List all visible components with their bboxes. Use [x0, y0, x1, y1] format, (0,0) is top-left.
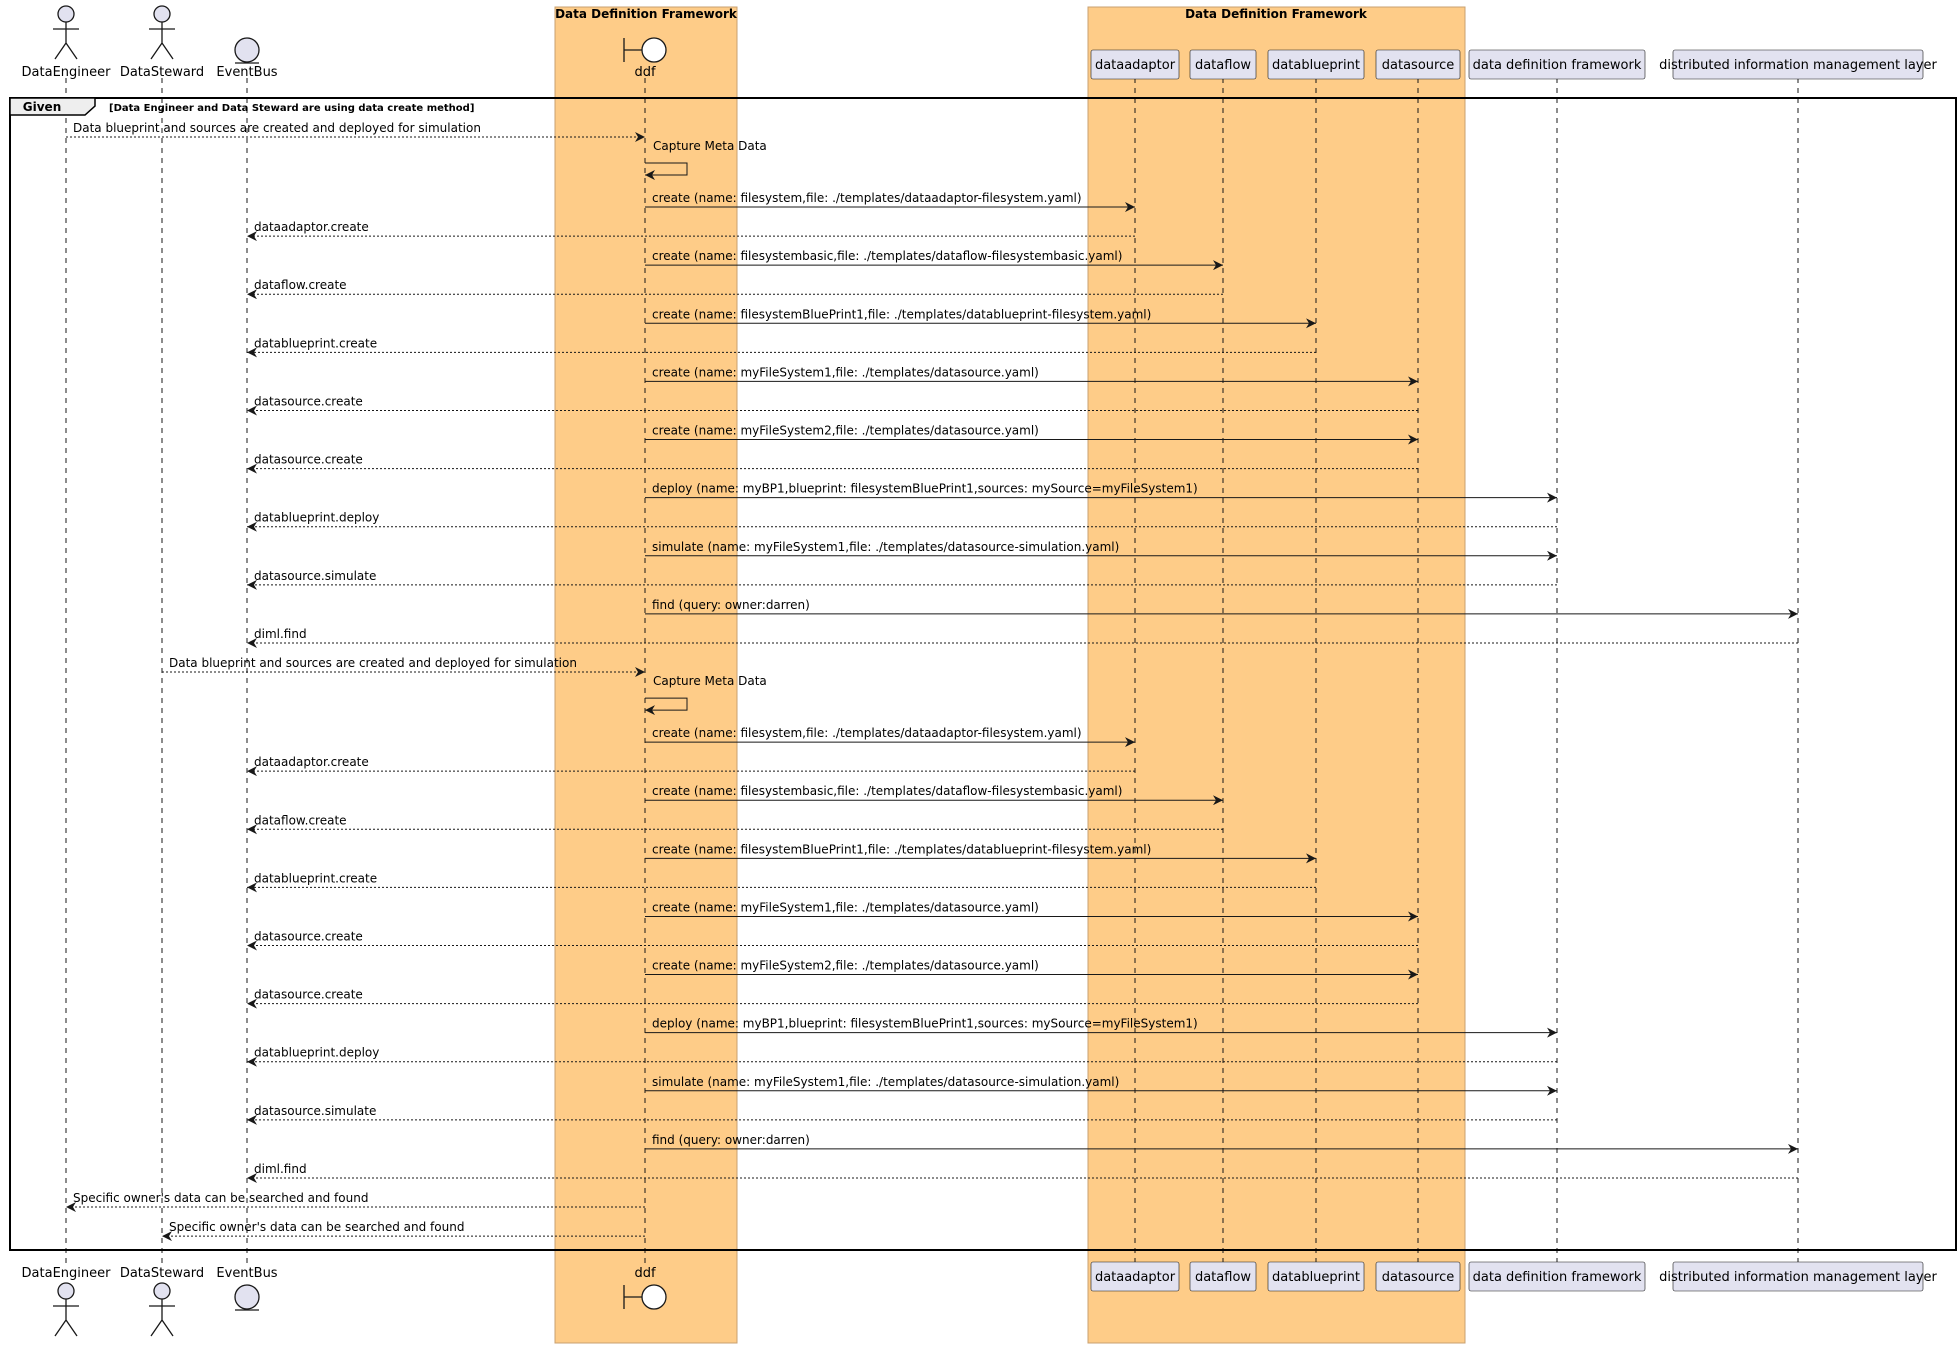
message-label-14: simulate (name: myFileSystem1,file: ./templates/datasource-simulation.yaml) [652, 539, 1120, 554]
message-label-22: create (name: filesystembasic,file: ./templates/dataflow-filesystembasic.yaml) [652, 784, 1123, 799]
participant-ds-top [120, 6, 204, 80]
actor-head-de [58, 6, 74, 22]
participant-de-top [22, 6, 112, 80]
message-label-15: datasource.simulate [254, 568, 377, 583]
message-label-9: datasource.create [254, 394, 363, 409]
message-label-26: create (name: myFileSystem1,file: ./templates/datasource.yaml) [652, 900, 1039, 915]
message-label-31: datablueprint.deploy [254, 1045, 380, 1060]
message-label-28: create (name: myFileSystem2,file: ./templates/datasource.yaml) [652, 958, 1039, 973]
message-18 [162, 656, 645, 672]
boundary-icon-ddf [642, 38, 666, 62]
participant-dbp-top [1268, 50, 1364, 79]
message-label-12: deploy (name: myBP1,blueprint: filesystemBluePrint1,sources: mySource=myFileSystem1) [652, 481, 1198, 496]
actor-body-de [53, 1299, 79, 1336]
participant-ddfw-top [1469, 50, 1645, 79]
entity-icon-eb [235, 38, 259, 62]
participant-label-diml: distributed information management layer [1659, 1270, 1937, 1285]
message-2 [645, 191, 1135, 207]
participant-label-ds: DataSteward [119, 65, 205, 80]
box-ddf-services [1088, 7, 1465, 1343]
messages [66, 121, 1798, 1236]
participant-label-dsrc: datasource [1381, 58, 1455, 73]
message-label-36: Specific owner's data can be searched and found [73, 1191, 369, 1206]
participant-label-dsrc: datasource [1381, 1270, 1455, 1285]
participant-dsrc-bottom [1376, 1262, 1460, 1291]
message-label-7: datablueprint.create [254, 336, 378, 351]
participant-label-da: dataadaptor [1094, 1270, 1176, 1285]
frame-condition: [Data Engineer and Data Steward are using data create method] [109, 103, 475, 114]
message-label-19: Capture Meta Data [653, 674, 767, 689]
participant-label-eb: EventBus [216, 65, 278, 80]
actor-head-de [58, 1283, 74, 1299]
boundary-icon-ddf [642, 1285, 666, 1309]
message-label-18: Data blueprint and sources are created and deployed for simulation [169, 656, 577, 671]
actor-body-ds [149, 22, 175, 59]
participant-label-dbp: datablueprint [1272, 58, 1360, 73]
actor-body-de [53, 22, 79, 59]
entity-icon-eb [235, 1285, 259, 1309]
participant-label-dbp: datablueprint [1272, 1270, 1360, 1285]
message-label-30: deploy (name: myBP1,blueprint: filesystemBluePrint1,sources: mySource=myFileSystem1) [652, 1016, 1198, 1031]
participant-df-bottom [1190, 1262, 1256, 1291]
message-17 [247, 627, 1798, 643]
message-label-16: find (query: owner:darren) [652, 597, 810, 612]
actor-body-ds [149, 1299, 175, 1336]
message-label-8: create (name: myFileSystem1,file: ./templates/datasource.yaml) [652, 365, 1039, 380]
message-label-21: dataadaptor.create [254, 755, 369, 770]
actor-head-ds [154, 1283, 170, 1299]
message-label-10: create (name: myFileSystem2,file: ./templates/datasource.yaml) [652, 423, 1039, 438]
participant-da-top [1091, 50, 1179, 79]
participant-label-diml: distributed information management layer [1659, 58, 1937, 73]
message-label-6: create (name: filesystemBluePrint1,file: ./templates/datablueprint-filesystem.yaml) [652, 307, 1152, 322]
message-label-35: diml.find [254, 1161, 307, 1176]
message-label-29: datasource.create [254, 987, 363, 1002]
message-label-25: datablueprint.create [254, 871, 378, 886]
participant-df-top [1190, 50, 1256, 79]
frame-label: Given [22, 100, 62, 114]
participant-label-ds: DataSteward [119, 1266, 205, 1281]
message-label-4: create (name: filesystembasic,file: ./templates/dataflow-filesystembasic.yaml) [652, 249, 1123, 264]
message-20 [645, 726, 1135, 742]
message-label-13: datablueprint.deploy [254, 510, 380, 525]
box-ddf-title: Data Definition Framework [555, 7, 737, 21]
participant-label-ddf: ddf [634, 65, 656, 80]
message-label-33: datasource.simulate [254, 1103, 377, 1118]
message-label-37: Specific owner's data can be searched and found [169, 1220, 465, 1235]
message-label-0: Data blueprint and sources are created and deployed for simulation [73, 121, 481, 135]
message-label-27: datasource.create [254, 929, 363, 944]
message-label-20: create (name: filesystem,file: ./templates/dataadaptor-filesystem.yaml) [652, 726, 1082, 741]
message-label-32: simulate (name: myFileSystem1,file: ./templates/datasource-simulation.yaml) [652, 1074, 1120, 1089]
participant-dbp-bottom [1268, 1262, 1364, 1291]
message-label-2: create (name: filesystem,file: ./templates/dataadaptor-filesystem.yaml) [652, 191, 1082, 206]
participant-da-bottom [1091, 1262, 1179, 1291]
message-label-24: create (name: filesystemBluePrint1,file: ./templates/datablueprint-filesystem.yaml) [652, 842, 1152, 857]
participant-label-ddfw: data definition framework [1472, 58, 1642, 73]
participant-label-ddfw: data definition framework [1472, 1270, 1642, 1285]
participant-ds-bottom [120, 1266, 204, 1336]
message-label-17: diml.find [254, 626, 307, 641]
participant-eb-bottom [216, 1266, 277, 1310]
participant-diml-top [1659, 50, 1937, 79]
participant-diml-bottom [1659, 1262, 1937, 1291]
participant-label-ddf: ddf [634, 1266, 656, 1281]
message-label-23: dataflow.create [254, 813, 347, 828]
message-label-34: find (query: owner:darren) [652, 1132, 810, 1147]
participant-headers [22, 6, 1938, 1336]
message-label-11: datasource.create [254, 452, 363, 467]
participant-label-df: dataflow [1194, 1270, 1252, 1285]
participant-label-eb: EventBus [216, 1266, 278, 1281]
message-label-5: dataflow.create [254, 278, 347, 293]
participant-label-de: DataEngineer [21, 1266, 111, 1281]
participant-dsrc-top [1376, 50, 1460, 79]
participant-ddfw-bottom [1469, 1262, 1645, 1291]
message-35 [247, 1162, 1798, 1178]
participant-label-de: DataEngineer [21, 65, 111, 80]
participant-de-bottom [22, 1266, 112, 1336]
participant-eb-top [216, 38, 277, 80]
participant-label-da: dataadaptor [1094, 58, 1176, 73]
box-ddf-services-title: Data Definition Framework [1185, 7, 1367, 21]
message-label-1: Capture Meta Data [653, 139, 767, 154]
participant-label-df: dataflow [1194, 58, 1252, 73]
message-label-3: dataadaptor.create [254, 220, 369, 235]
actor-head-ds [154, 6, 170, 22]
